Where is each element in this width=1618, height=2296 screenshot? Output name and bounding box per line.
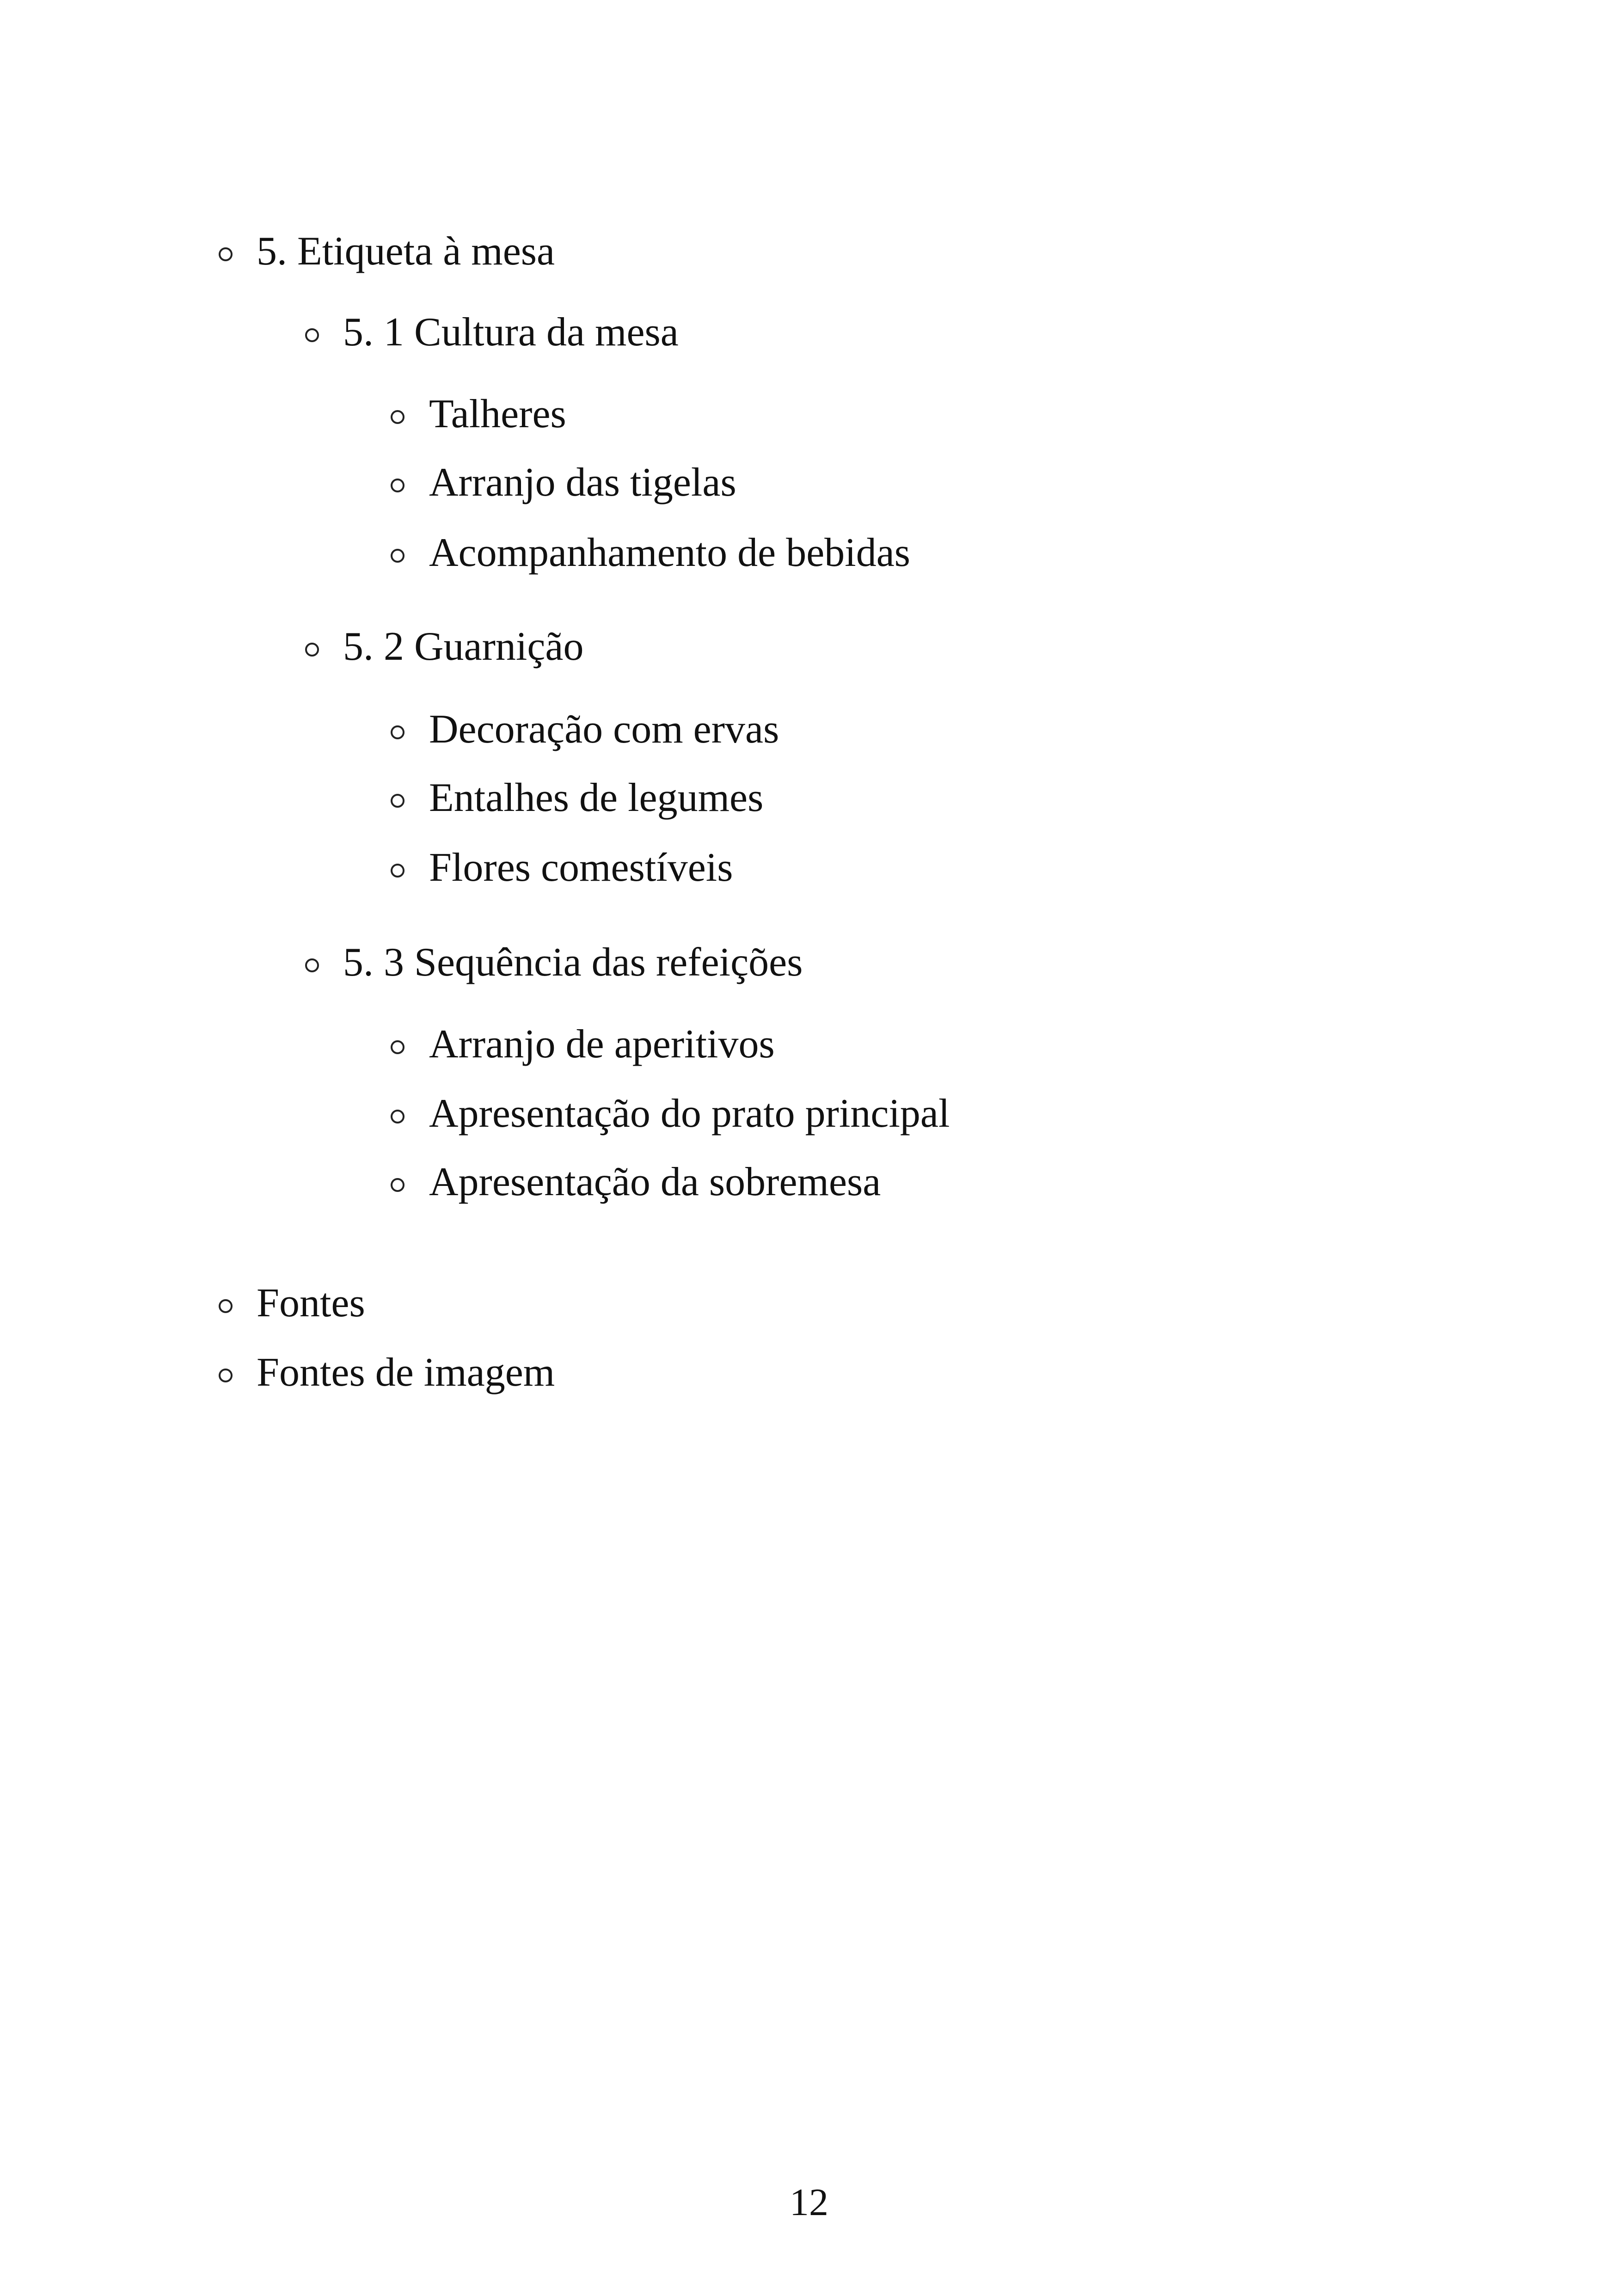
bullet-icon	[219, 1299, 233, 1313]
bullet-icon	[391, 1110, 404, 1123]
bullet-icon	[391, 1178, 404, 1192]
outline-item-acompanhamento-bebidas: Acompanhamento de bebidas	[429, 530, 911, 575]
bullet-icon	[391, 479, 404, 492]
outline-item-sobremesa: Apresentação da sobremesa	[429, 1160, 881, 1204]
bullet-icon	[391, 864, 404, 878]
outline-item-section-5-3: 5. 3 Sequência das refeições	[343, 940, 803, 985]
outline-item-entalhes-legumes: Entalhes de legumes	[429, 775, 764, 820]
outline-item-arranjo-tigelas: Arranjo das tigelas	[429, 460, 736, 505]
outline-item-section-5: 5. Etiqueta à mesa	[257, 229, 555, 274]
outline-item-fontes: Fontes	[257, 1281, 365, 1326]
outline-item-arranjo-aperitivos: Arranjo de aperitivos	[429, 1022, 775, 1067]
bullet-icon	[305, 643, 319, 657]
bullet-icon	[391, 794, 404, 808]
outline-item-talheres: Talheres	[429, 392, 566, 436]
bullet-icon	[391, 410, 404, 424]
bullet-icon	[391, 725, 404, 739]
bullet-icon	[219, 247, 233, 261]
bullet-icon	[391, 1040, 404, 1054]
page-number: 12	[790, 2181, 828, 2224]
bullet-icon	[391, 549, 404, 563]
outline-item-fontes-imagem: Fontes de imagem	[257, 1350, 555, 1395]
outline-item-section-5-1: 5. 1 Cultura da mesa	[343, 310, 679, 355]
outline-item-section-5-2: 5. 2 Guarnição	[343, 624, 584, 669]
outline-item-decoracao-ervas: Decoração com ervas	[429, 707, 779, 752]
bullet-icon	[219, 1369, 233, 1382]
outline-item-flores-comestiveis: Flores comestíveis	[429, 845, 733, 890]
bullet-icon	[305, 958, 319, 972]
outline-item-prato-principal: Apresentação do prato principal	[429, 1091, 950, 1136]
bullet-icon	[305, 328, 319, 342]
